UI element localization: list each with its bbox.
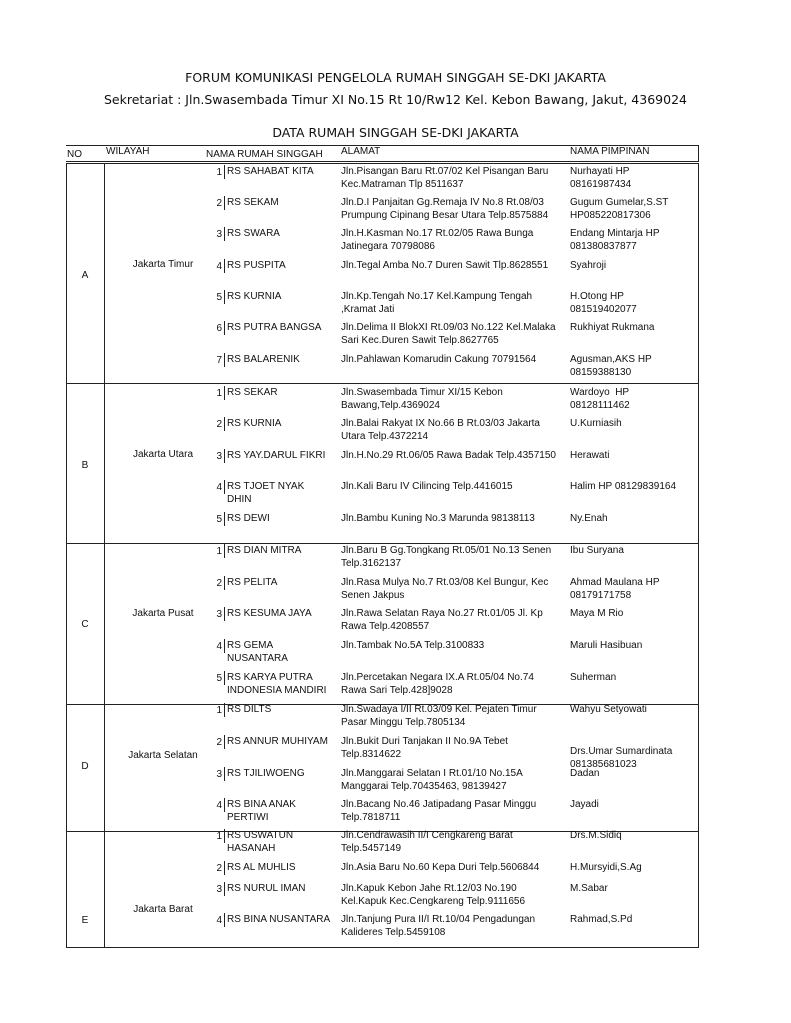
row-number: 2 [216,737,222,748]
row-number: 1 [216,831,222,842]
alamat-cell: Jln.Tanjung Pura II/I Rt.10/04 Pengadungan Kalideres Telp.5459108 [341,914,536,938]
wilayah-right-border [104,163,105,383]
alamat-cell: Jln.Rawa Selatan Raya No.27 Rt.01/05 Jl. Kp Rawa Telp.4208557 [341,608,543,632]
row-number: 5 [216,292,222,303]
group-wilayah: Jakarta Utara [132,449,194,460]
rumah-singgah-name: RS SEKAR [227,387,278,398]
pimpinan-cell: Nurhayati HP 08161987434 [570,166,632,190]
alamat-cell: Jln.Asia Baru No.60 Kepa Duri Telp.5606844 [341,862,540,873]
row-number: 1 [216,167,222,178]
alamat-cell: Jln.H.Kasman No.17 Rt.02/05 Rawa Bunga Jatinegara 70798086 [341,228,534,252]
table-right-border [698,383,699,543]
wilayah-right-border [104,543,105,704]
rumah-singgah-name: RS PELITA [227,577,278,588]
pimpinan-cell: Herawati [570,450,610,461]
alamat-cell: Jln.Manggarai Selatan I Rt.01/10 No.15A Manggarai Telp.70435463, 98139427 [341,768,523,792]
row-number-border [224,321,225,335]
col-header-alamat: ALAMAT [341,146,381,157]
row-number: 5 [216,514,222,525]
alamat-cell: Jln.Swadaya I/II Rt.03/09 Kel. Pejaten Timur Pasar Minggu Telp.7805134 [341,704,537,728]
pimpinan-cell: Ibu Suryana [570,545,624,556]
row-number: 3 [216,229,222,240]
group-wilayah: Jakarta Pusat [132,608,194,619]
pimpinan-cell: Maya M Rio [570,608,624,619]
pimpinan-cell: Halim HP 08129839164 [570,481,677,492]
group-divider [66,163,699,164]
pimpinan-cell: H.Otong HP 081519402077 [570,291,637,315]
row-number: 3 [216,884,222,895]
row-number-border [224,882,225,896]
row-number-border [224,798,225,812]
row-number: 4 [216,915,222,926]
rumah-singgah-name: RS NURUL IMAN [227,883,306,894]
row-number-border [224,913,225,927]
row-number: 1 [216,546,222,557]
row-number: 4 [216,800,222,811]
rumah-singgah-name: RS SAHABAT KITA [227,166,314,177]
row-number: 4 [216,482,222,493]
row-number-border [224,196,225,210]
row-number: 1 [216,388,222,399]
col-header-nama: NAMA RUMAH SINGGAH [206,149,323,160]
pimpinan-cell: Gugum Gumelar,S.ST HP085220817306 [570,197,669,221]
alamat-cell: Jln.Swasembada Timur XI/15 Kebon Bawang,Telp.4369024 [341,387,503,411]
pimpinan-cell: Ahmad Maulana HP 08179171758 [570,577,660,601]
row-number-border [224,480,225,494]
row-number-border [224,861,225,875]
document-subtitle: DATA RUMAH SINGGAH SE-DKI JAKARTA [272,125,519,140]
wilayah-left-border [66,831,67,947]
group-wilayah: Jakarta Barat [133,904,193,915]
table-right-border [698,704,699,831]
alamat-cell: Jln.Bambu Kuning No.3 Marunda 98138113 [341,513,535,524]
alamat-cell: Jln.Kapuk Kebon Jahe Rt.12/03 No.190 Kel.Kapuk Kec.Cengkareng Telp.9111656 [341,883,526,907]
pimpinan-cell: Agusman,AKS HP 08159388130 [570,354,652,378]
row-number-border [224,829,225,843]
row-number-border [224,165,225,179]
header-bottom-rule [66,161,699,162]
row-number: 1 [216,705,222,716]
rumah-singgah-name: RS KURNIA [227,291,282,302]
rumah-singgah-name: RS KURNIA [227,418,282,429]
pimpinan-cell: Maruli Hasibuan [570,640,643,651]
rumah-singgah-name: RS TJILIWOENG [227,768,305,779]
row-number-border [224,767,225,781]
rumah-singgah-name: RS KARYA PUTRA INDONESIA MANDIRI [227,672,327,696]
pimpinan-cell: Drs.M.Sidiq [570,830,622,841]
row-number-border [224,671,225,685]
alamat-cell: Jln.Balai Rakyat IX No.66 B Rt.03/03 Jakarta Utara Telp.4372214 [341,418,540,442]
pimpinan-cell: Jayadi [570,799,599,810]
table-right-border [698,831,699,947]
row-number: 2 [216,198,222,209]
pimpinan-cell: Rahmad,S.Pd [570,914,633,925]
group-divider [66,543,699,544]
row-number: 7 [216,355,222,366]
row-number-border [224,735,225,749]
wilayah-right-border [104,383,105,543]
group-wilayah: Jakarta Timur [132,259,194,270]
row-number: 2 [216,863,222,874]
pimpinan-cell: Wahyu Setyowati [570,704,647,715]
row-number: 4 [216,261,222,272]
group-letter: E [81,915,89,926]
wilayah-right-border [104,831,105,947]
alamat-cell: Jln.Percetakan Negara IX.A Rt.05/04 No.74 Rawa Sari Telp.428]9028 [341,672,534,696]
rumah-singgah-name: RS TJOET NYAK DHIN [227,481,305,505]
col-header-wilayah: WILAYAH [106,146,150,157]
pimpinan-cell: Endang Mintarja HP 081380837877 [570,228,660,252]
alamat-cell: Jln.H.No.29 Rt.06/05 Rawa Badak Telp.4357150 [341,450,556,461]
row-number: 3 [216,451,222,462]
rumah-singgah-name: RS GEMA NUSANTARA [227,640,288,664]
row-number-border [224,259,225,273]
pimpinan-cell: Wardoyo HP 08128111462 [570,387,630,411]
row-number-border [224,290,225,304]
row-number: 2 [216,419,222,430]
row-number-border [224,449,225,463]
row-number-border [224,512,225,526]
rumah-singgah-name: RS DEWI [227,513,270,524]
wilayah-right-border [104,704,105,831]
alamat-cell: Jln.Kali Baru IV Cilincing Telp.4416015 [341,481,513,492]
row-number-border [224,703,225,717]
row-number-border [224,386,225,400]
rumah-singgah-name: RS KESUMA JAYA [227,608,312,619]
pimpinan-cell: M.Sabar [570,883,608,894]
rumah-singgah-name: RS YAY.DARUL FIKRI [227,450,326,461]
row-number-border [224,417,225,431]
rumah-singgah-name: RS BINA ANAK PERTIWI [227,799,296,823]
pimpinan-cell: Ny.Enah [570,513,608,524]
row-number: 3 [216,609,222,620]
group-wilayah: Jakarta Selatan [128,750,198,761]
row-number: 3 [216,769,222,780]
rumah-singgah-name: RS AL MUHLIS [227,862,296,873]
table-right-border [698,543,699,704]
alamat-cell: Jln.D.I Panjaitan Gg.Remaja IV No.8 Rt.08/03 Prumpung Cipinang Besar Utara Telp.8575884 [341,197,549,221]
table-right-border [698,163,699,383]
rumah-singgah-name: RS DILTS [227,704,272,715]
row-number-border [224,607,225,621]
alamat-cell: Jln.Cendrawasih II/I Cengkareng Barat Telp.5457149 [341,830,513,854]
alamat-cell: Jln.Rasa Mulya No.7 Rt.03/08 Kel Bungur, Kec Senen Jakpus [341,577,549,601]
rumah-singgah-name: RS BALARENIK [227,354,300,365]
group-letter: D [81,761,89,772]
alamat-cell: Jln.Baru B Gg.Tongkang Rt.05/01 No.13 Senen Telp.3162137 [341,545,552,569]
pimpinan-cell: Suherman [570,672,617,683]
secretariat-address: Sekretariat : Jln.Swasembada Timur XI No.15 Rt 10/Rw12 Kel. Kebon Bawang, Jakut, 4369024 [104,92,687,107]
rumah-singgah-name: RS ANNUR MUHIYAM [227,736,328,747]
table-right-edge [698,145,699,162]
rumah-singgah-name: RS SWARA [227,228,280,239]
alamat-cell: Jln.Pahlawan Komarudin Cakung 70791564 [341,354,537,365]
row-number-border [224,576,225,590]
row-number: 4 [216,641,222,652]
rumah-singgah-name: RS SEKAM [227,197,279,208]
rumah-singgah-name: RS BINA NUSANTARA [227,914,331,925]
rumah-singgah-name: RS DIAN MITRA [227,545,302,556]
alamat-cell: Jln.Tambak No.5A Telp.3100833 [341,640,485,651]
alamat-cell: Jln.Kp.Tengah No.17 Kel.Kampung Tengah ,Kramat Jati [341,291,533,315]
group-divider [66,383,699,384]
alamat-cell: Jln.Delima II BlokXI Rt.09/03 No.122 Kel.Malaka Sari Kec.Duren Sawit Telp.8627765 [341,322,556,346]
row-number: 6 [216,323,222,334]
row-number: 5 [216,673,222,684]
rumah-singgah-name: RS PUTRA BANGSA [227,322,322,333]
rumah-singgah-name: RS PUSPITA [227,260,286,271]
row-number: 2 [216,578,222,589]
col-header-no: NO [67,149,82,160]
row-number-border [224,544,225,558]
pimpinan-cell: Dadan [570,768,600,779]
table-bottom-rule [66,947,699,948]
rumah-singgah-name: RS USWATUN HASANAH [227,830,294,854]
alamat-cell: Jln.Pisangan Baru Rt.07/02 Kel Pisangan Baru Kec.Matraman Tlp 8511637 [341,166,549,190]
alamat-cell: Jln.Bacang No.46 Jatipadang Pasar Minggu Telp.7818711 [341,799,537,823]
pimpinan-cell: Syahroji [570,260,607,271]
group-letter: B [81,460,89,471]
pimpinan-cell: Rukhiyat Rukmana [570,322,655,333]
pimpinan-cell: H.Mursyidi,S.Ag [570,862,642,873]
alamat-cell: Jln.Bukit Duri Tanjakan II No.9A Tebet Telp.8314622 [341,736,508,760]
alamat-cell: Jln.Tegal Amba No.7 Duren Sawit Tlp.8628551 [341,260,549,271]
row-number-border [224,227,225,241]
row-number-border [224,353,225,367]
pimpinan-cell: Drs.Umar Sumardinata 081385681023 [570,746,673,770]
group-letter: A [81,270,89,281]
group-letter: C [81,619,89,630]
row-number-border [224,639,225,653]
col-header-pimpinan: NAMA PIMPINAN [570,146,650,157]
pimpinan-cell: U.Kurniasih [570,418,622,429]
forum-title: FORUM KOMUNIKASI PENGELOLA RUMAH SINGGAH SE-DKI JAKARTA [185,70,606,85]
